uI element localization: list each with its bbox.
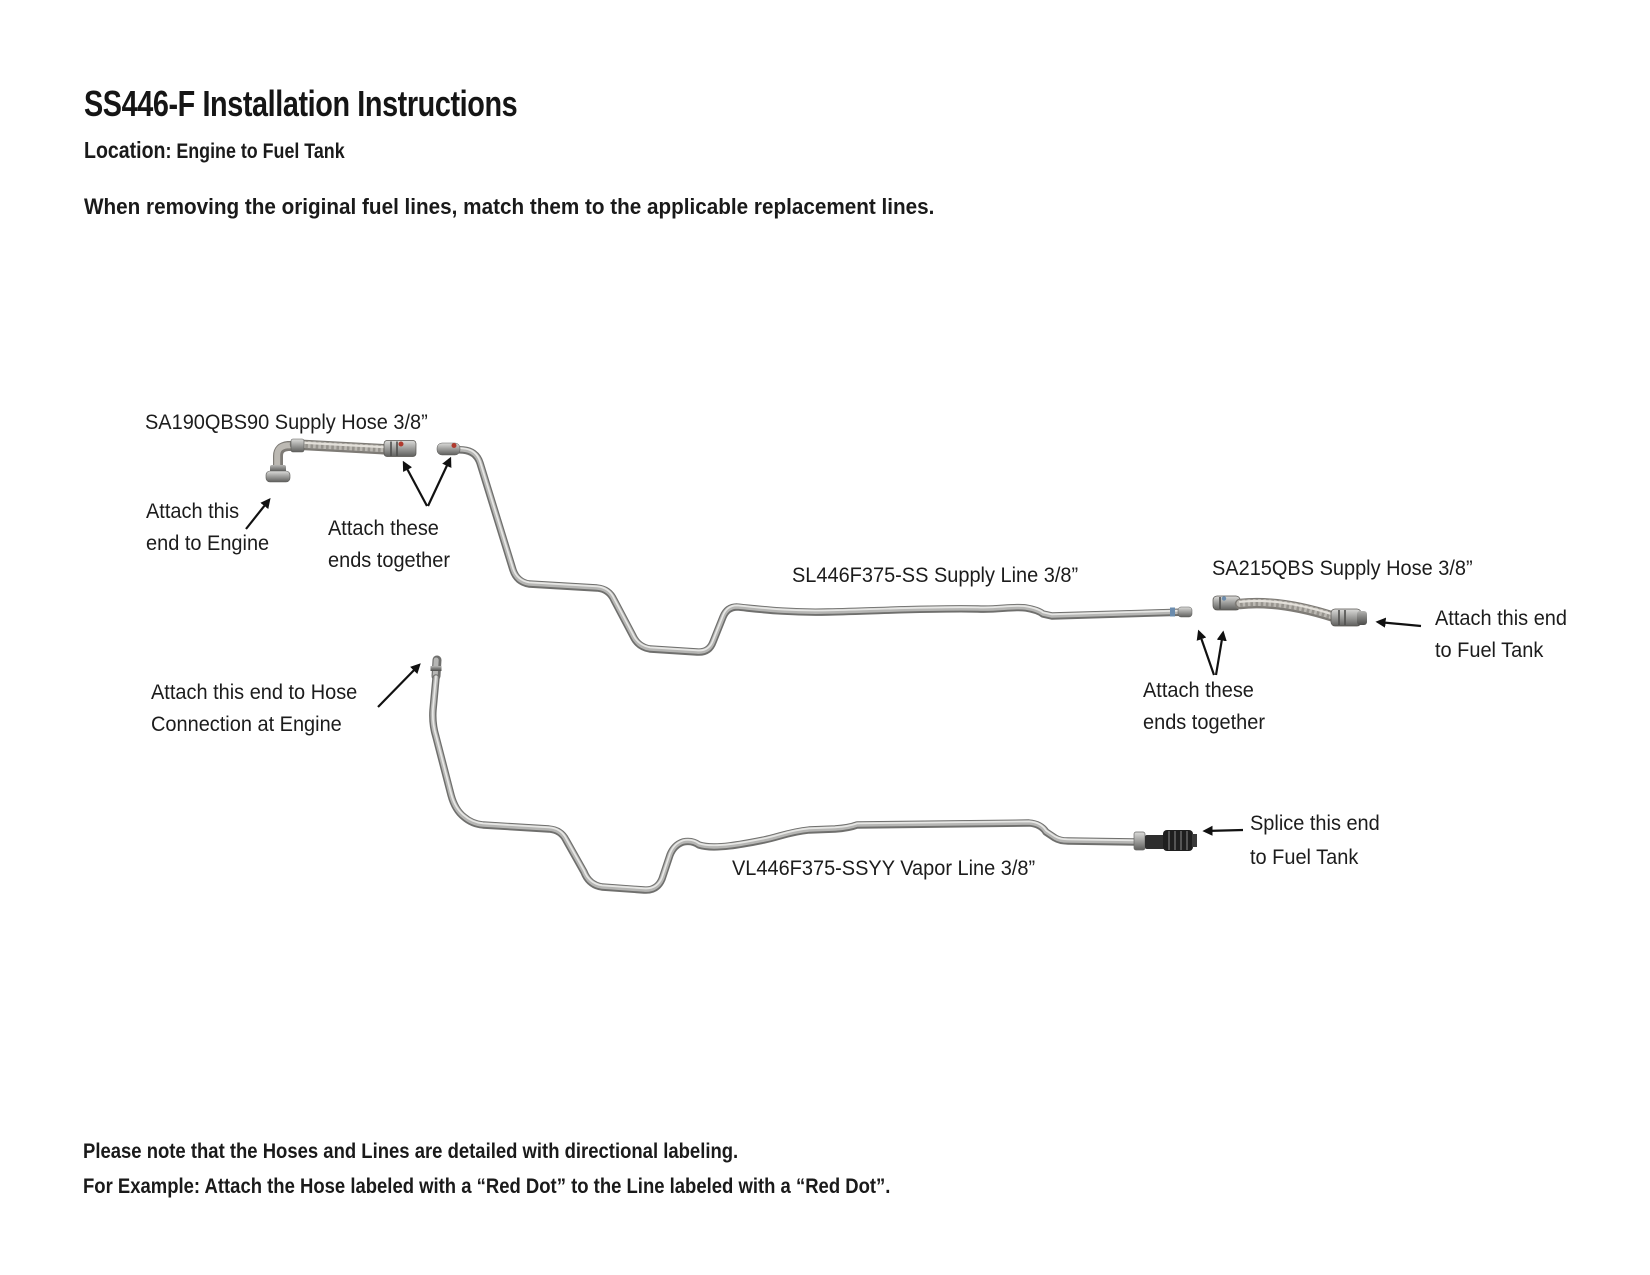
annotation-line: to Fuel Tank [1435, 639, 1544, 662]
red-dot-hose-engine [399, 442, 404, 447]
line-end-cap [1178, 607, 1192, 617]
splice-ring [1134, 832, 1145, 850]
vapor-tip-collar [431, 666, 442, 671]
annotation-line: to Fuel Tank [1250, 846, 1359, 869]
red-dot-supply-line [452, 443, 457, 448]
arrow-hose-connection [378, 665, 419, 707]
annotation-line: Attach this end to Hose [151, 681, 358, 704]
arrow-attach-tank [1378, 622, 1421, 626]
annotation-attach-together-left [328, 513, 450, 577]
annotation-line: Attach these [1143, 679, 1254, 702]
note-directional-labeling: Please note that the Hoses and Lines are detailed with directional labeling. [83, 1140, 739, 1163]
annotation-line: Attach these [328, 517, 439, 540]
vapor-line-graphic [431, 660, 1198, 890]
intro-text: When removing the original fuel lines, match them to the applicable replacement lines. [84, 194, 935, 219]
blue-mark-supply-line [1170, 608, 1175, 617]
arrow-together-right-b [1216, 633, 1223, 675]
location-line [84, 137, 345, 164]
supply-hose-engine-graphic [266, 439, 416, 482]
annotation-splice-tank [1250, 807, 1380, 875]
arrow-together-left-b [428, 459, 450, 506]
annotation-line: Splice this end [1250, 812, 1380, 835]
note-red-dot-example: For Example: Attach the Hose labeled with a “Red Dot” to the Line labeled with a “Red Dot”. [83, 1175, 891, 1198]
annotation-line: ends together [328, 549, 451, 572]
location-value: : Engine to Fuel Tank [165, 140, 345, 163]
annotation-attach-together-right [1143, 675, 1265, 739]
hose-end-fitting [1331, 609, 1361, 626]
splice-tip [1192, 834, 1197, 847]
page-title: SS446-F Installation Instructions [84, 83, 518, 124]
annotation-line: end to Engine [146, 532, 270, 555]
annotation-line: Attach this end [1435, 607, 1567, 630]
supply-hose-tank-graphic [1213, 596, 1367, 626]
annotation-line: Attach this [146, 500, 240, 523]
hose-collar [291, 439, 304, 452]
elbow-flare-base [266, 471, 290, 482]
annotation-attach-tank [1435, 603, 1567, 667]
label-vapor-line: VL446F375-SSYY Vapor Line 3/8” [732, 857, 1036, 880]
label-supply-hose-tank: SA215QBS Supply Hose 3/8” [1212, 557, 1473, 580]
location-label: Location [84, 137, 166, 163]
arrow-together-right-a [1199, 632, 1214, 675]
line-stub-flare [437, 443, 460, 455]
annotation-line: Connection at Engine [151, 713, 342, 736]
annotation-attach-engine [146, 496, 269, 560]
splice-connector [1163, 830, 1193, 851]
hose-end-tip [1357, 611, 1367, 625]
annotation-attach-hose-connection [151, 677, 357, 741]
arrow-together-left-a [404, 463, 427, 506]
annotation-line: ends together [1143, 711, 1266, 734]
label-supply-line: SL446F375-SS Supply Line 3/8” [792, 564, 1079, 587]
label-supply-hose-engine: SA190QBS90 Supply Hose 3/8” [145, 411, 428, 434]
splice-hose [1145, 835, 1165, 849]
arrow-splice-tank [1205, 830, 1243, 831]
blue-mark-hose-tank [1222, 596, 1226, 600]
supply-line-graphic [437, 443, 1192, 652]
